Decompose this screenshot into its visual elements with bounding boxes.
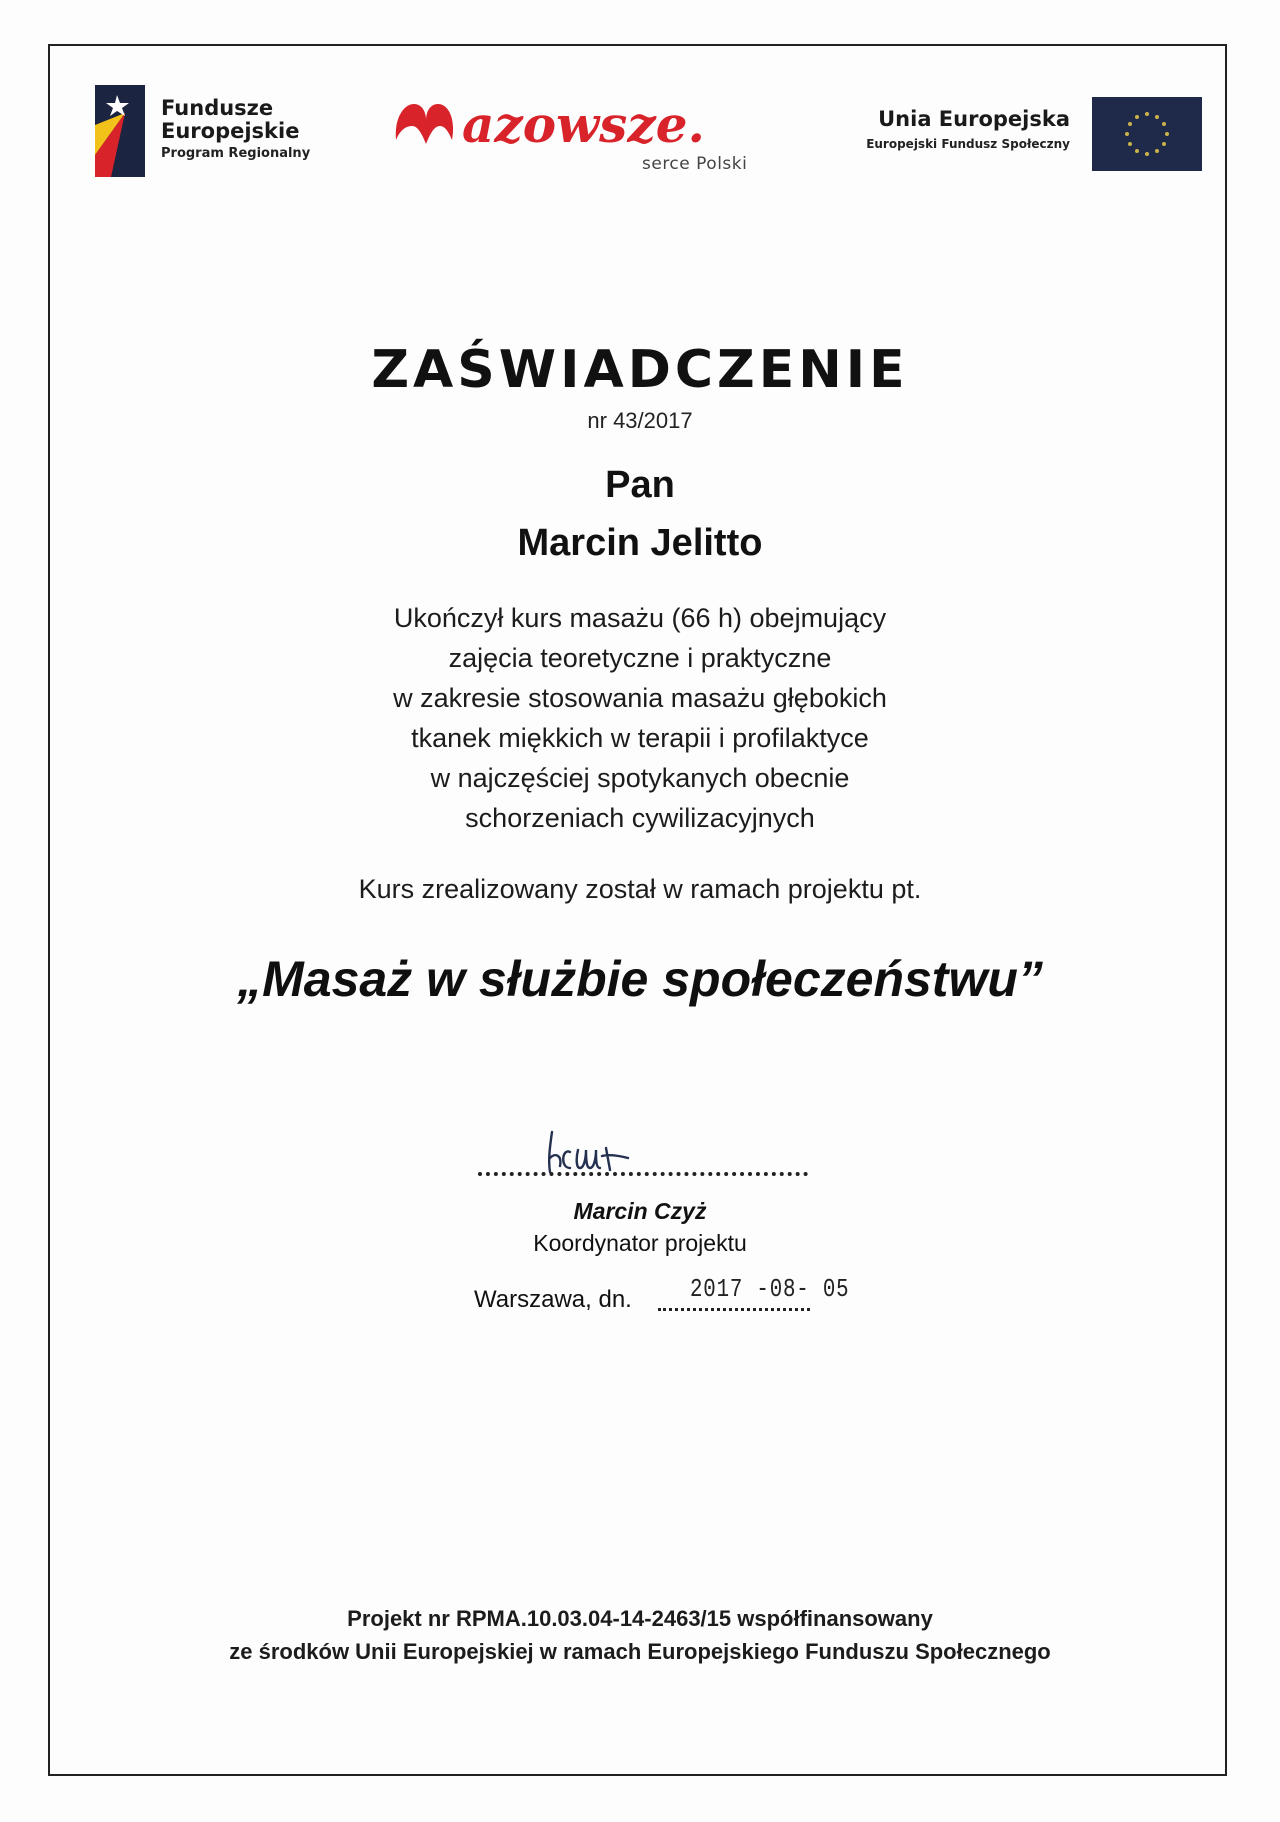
salutation: Pan (605, 464, 675, 506)
course-description (0, 598, 1280, 838)
fe-logo-line1: Fundusze (161, 96, 274, 120)
ue-logo-line2: Europejski Fundusz Społeczny (866, 137, 1070, 151)
fundusze-europejskie-logo (95, 85, 335, 177)
funding-footer (0, 1602, 1280, 1668)
recipient-name: Marcin Jelitto (517, 522, 763, 564)
description-line: zajęcia teoretyczne i praktyczne (448, 643, 832, 673)
place-label: Warszawa, dn. (474, 1286, 632, 1313)
unia-europejska-logo (830, 97, 1202, 173)
certificate-title: ZAŚWIADCZENIE (371, 340, 909, 400)
fe-logo-line3: Program Regionalny (161, 146, 311, 161)
mazowsze-wordmark (390, 88, 780, 158)
mazowsze-tagline: serce Polski (642, 154, 748, 174)
description-line: schorzeniach cywilizacyjnych (465, 803, 815, 833)
certificate-border (48, 44, 1227, 1776)
signatory-role: Koordynator projektu (533, 1230, 747, 1256)
ue-logo-line1: Unia Europejska (878, 107, 1070, 131)
description-line: Ukończył kurs masażu (66 h) obejmujący (393, 603, 887, 633)
signatory-name: Marcin Czyż (573, 1198, 707, 1224)
fe-logo-line2: Europejskie (161, 119, 300, 143)
project-intro: Kurs zrealizowany został w ramach projektu pt. (358, 874, 922, 904)
signature-line (478, 1172, 808, 1176)
description-line: tkanek miękkich w terapii i profilaktyce (411, 723, 869, 753)
handwritten-signature (540, 1128, 690, 1178)
certificate-number: nr 43/2017 (587, 408, 693, 433)
eu-flag-icon (1092, 97, 1202, 171)
footer-line: Projekt nr RPMA.10.03.04-14-2463/15 współfinansowany (347, 1606, 933, 1631)
svg-text:azowsze.: azowsze. (462, 95, 705, 154)
date-line (658, 1308, 810, 1311)
description-line: w zakresie stosowania masażu głębokich (393, 683, 887, 713)
project-name: „Masaż w służbie społeczeństwu” (237, 951, 1043, 1007)
mazowsze-logo (390, 88, 780, 184)
issue-date-stamp: 2017 -08- 05 (690, 1274, 850, 1304)
footer-line: ze środków Unii Europejskiej w ramach Europejskiego Funduszu Społecznego (229, 1639, 1051, 1664)
description-line: w najczęściej spotykanych obecnie (430, 763, 850, 793)
fe-star-mark-icon (95, 85, 145, 177)
